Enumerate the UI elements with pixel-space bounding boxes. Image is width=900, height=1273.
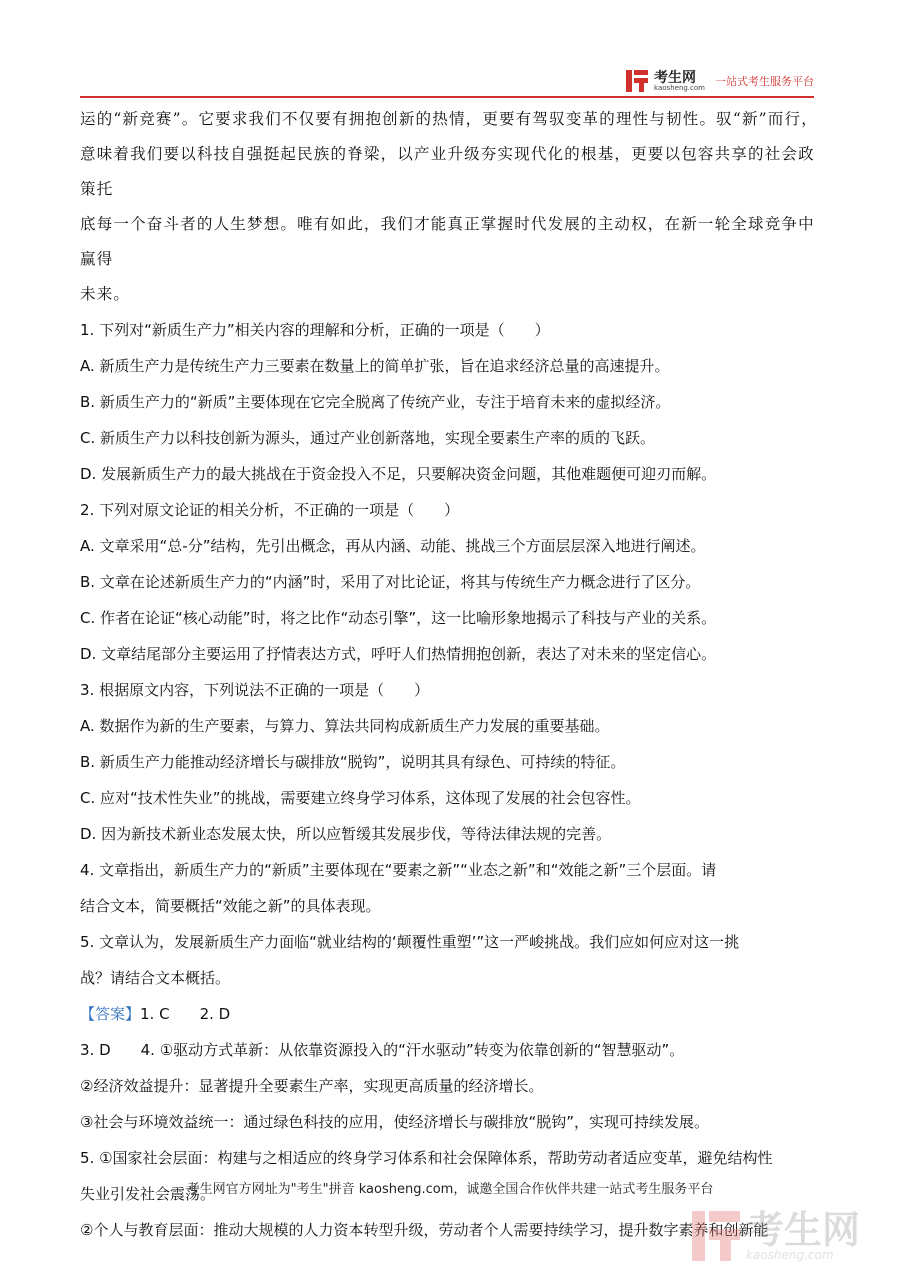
- question-2-option-c: C. 作者在论证“核心动能”时，将之比作“动态引擎”，这一比喻形象地揭示了科技与产业的关系。: [80, 609, 717, 627]
- answer-4-point-1: 4. ①驱动方式革新：从依靠资源投入的“汗水驱动”转变为依靠创新的“智慧驱动”。: [140, 1041, 685, 1059]
- intro-line: 底每一个奋斗者的人生梦想。唯有如此，我们才能真正掌握时代发展的主动权，在新一轮全球竞争中赢得: [80, 215, 815, 268]
- answer-5-point-1-cont: 失业引发社会震荡。: [80, 1185, 216, 1203]
- answer-2: 2. D: [199, 1005, 231, 1023]
- answer-tag: 【答案】: [80, 1005, 141, 1023]
- question-3-option-a: A. 数据作为新的生产要素，与算力、算法共同构成新质生产力发展的重要基础。: [80, 717, 610, 735]
- intro-line: 运的“新竞赛”。它要求我们不仅要有拥抱创新的热情，更要有驾驭变革的理性与韧性。驭“新”而行，: [80, 110, 818, 128]
- header-divider: [80, 96, 814, 98]
- intro-line: 未来。: [80, 285, 131, 303]
- logo-mark-icon: [626, 70, 648, 92]
- answer-line-2: [80, 1032, 820, 1068]
- question-4-line: 4. 文章指出，新质生产力的“新质”主要体现在“要素之新”“业态之新”和“效能之新”三个层面。请: [80, 861, 717, 879]
- answer-5-point-2: ②个人与教育层面：推动大规模的人力资本转型升级，劳动者个人需要持续学习，提升数字素养和创新能: [80, 1221, 769, 1239]
- question-2-option-a: A. 文章采用“总-分”结构，先引出概念，再从内涵、动能、挑战三个方面层层深入地进行阐述。: [80, 537, 706, 555]
- question-1-option-b: B. 新质生产力的“新质”主要体现在它完全脱离了传统产业，专注于培育未来的虚拟经济。: [80, 393, 671, 411]
- answer-4-point-3: ③社会与环境效益统一：通过绿色科技的应用，使经济增长与碳排放“脱钩”，实现可持续发展。: [80, 1113, 709, 1131]
- question-2-stem: 2. 下列对原文论证的相关分析，不正确的一项是（ ）: [80, 501, 460, 519]
- answer-3: 3. D: [80, 1041, 111, 1059]
- question-5-line: 5. 文章认为，发展新质生产力面临“就业结构的‘颠覆性重塑’”这一严峻挑战。我们应如何应对这一挑: [80, 933, 740, 951]
- question-5-line: 战？请结合文本概括。: [80, 969, 231, 987]
- logo-name: 考生网: [654, 69, 697, 86]
- intro-line: 意味着我们要以科技自强挺起民族的脊梁，以产业升级夯实现代化的根基，更要以包容共享的社会政策托: [80, 145, 815, 198]
- question-3-option-d: D. 因为新技术新业态发展太快，所以应暂缓其发展步伐，等待法律法规的完善。: [80, 825, 612, 843]
- answer-1: 1. C: [140, 1005, 170, 1023]
- question-3-option-b: B. 新质生产力能推动经济增长与碳排放“脱钩”，说明其具有绿色、可持续的特征。: [80, 753, 626, 771]
- answer-5-point-1: 5. ①国家社会层面：构建与之相适应的终身学习体系和社会保障体系，帮助劳动者适应变革，避免结构性: [80, 1149, 773, 1167]
- question-2-option-d: D. 文章结尾部分主要运用了抒情表达方式，呼吁人们热情拥抱创新，表达了对未来的坚定信心。: [80, 645, 717, 663]
- question-3-option-c: C. 应对“技术性失业”的挑战，需要建立终身学习体系，这体现了发展的社会包容性。: [80, 789, 641, 807]
- logo-domain: kaosheng.com: [654, 83, 705, 92]
- question-1-option-c: C. 新质生产力以科技创新为源头，通过产业创新落地，实现全要素生产率的质的飞跃。: [80, 429, 656, 447]
- answer-line-1: [80, 996, 820, 1032]
- watermark-domain: kaosheng.com: [745, 1248, 834, 1262]
- page-footer: 考生网官方网址为"考生"拼音 kaosheng.com，诚邀全国合作伙伴共建一站式考生服务平台: [186, 1182, 714, 1197]
- question-1-option-d: D. 发展新质生产力的最大挑战在于资金投入不足，只要解决资金问题，其他难题便可迎刃而解。: [80, 465, 717, 483]
- document-body: [80, 102, 820, 1248]
- logo-slogan: 一站式考生服务平台: [715, 75, 814, 88]
- watermark-name: 考生网: [745, 1208, 860, 1252]
- watermark-mark-icon: [692, 1211, 740, 1261]
- intro-paragraph: [80, 102, 820, 312]
- question-1-option-a: A. 新质生产力是传统生产力三要素在数量上的简单扩张，旨在追求经济总量的高速提升。: [80, 357, 670, 375]
- answer-4-point-2: ②经济效益提升：显著提升全要素生产率，实现更高质量的经济增长。: [80, 1077, 544, 1095]
- site-logo: [626, 70, 814, 92]
- question-2-option-b: B. 文章在论述新质生产力的“内涵”时，采用了对比论证，将其与传统生产力概念进行了区分。: [80, 573, 701, 591]
- question-3-stem: 3. 根据原文内容，下列说法不正确的一项是（ ）: [80, 681, 430, 699]
- question-1-stem: 1. 下列对“新质生产力”相关内容的理解和分析，正确的一项是（ ）: [80, 321, 550, 339]
- question-4-line: 结合文本，简要概括“效能之新”的具体表现。: [80, 897, 381, 915]
- watermark-logo: [692, 1208, 860, 1262]
